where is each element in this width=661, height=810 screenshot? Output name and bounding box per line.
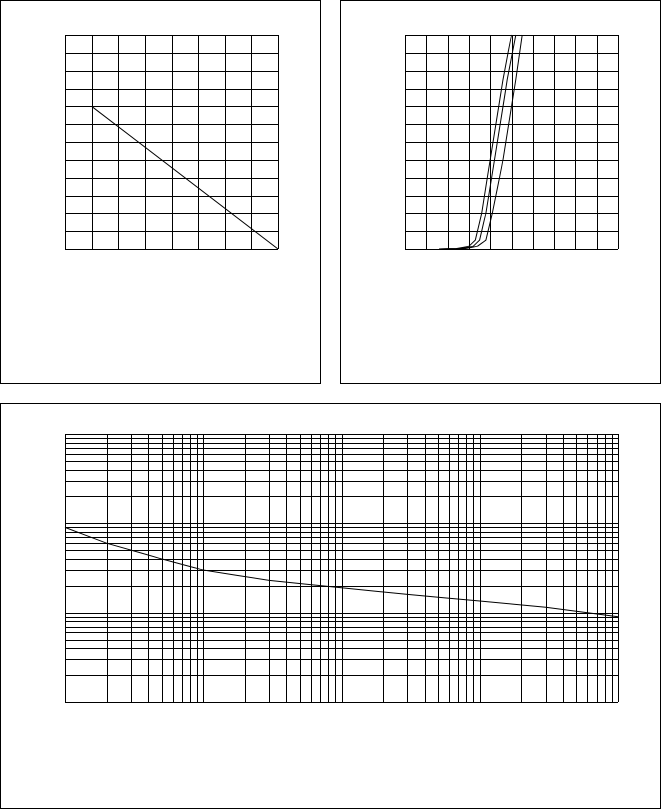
chart-a-series-1-line	[92, 106, 278, 249]
chart-c-svg	[1, 404, 661, 810]
chart-c-series-1-line	[65, 527, 618, 616]
chart-b-svg	[341, 1, 661, 385]
chart-panel-a	[0, 0, 321, 384]
chart-panel-b	[340, 0, 661, 384]
chart-panel-c	[0, 403, 661, 809]
chart-a-svg	[1, 1, 322, 385]
